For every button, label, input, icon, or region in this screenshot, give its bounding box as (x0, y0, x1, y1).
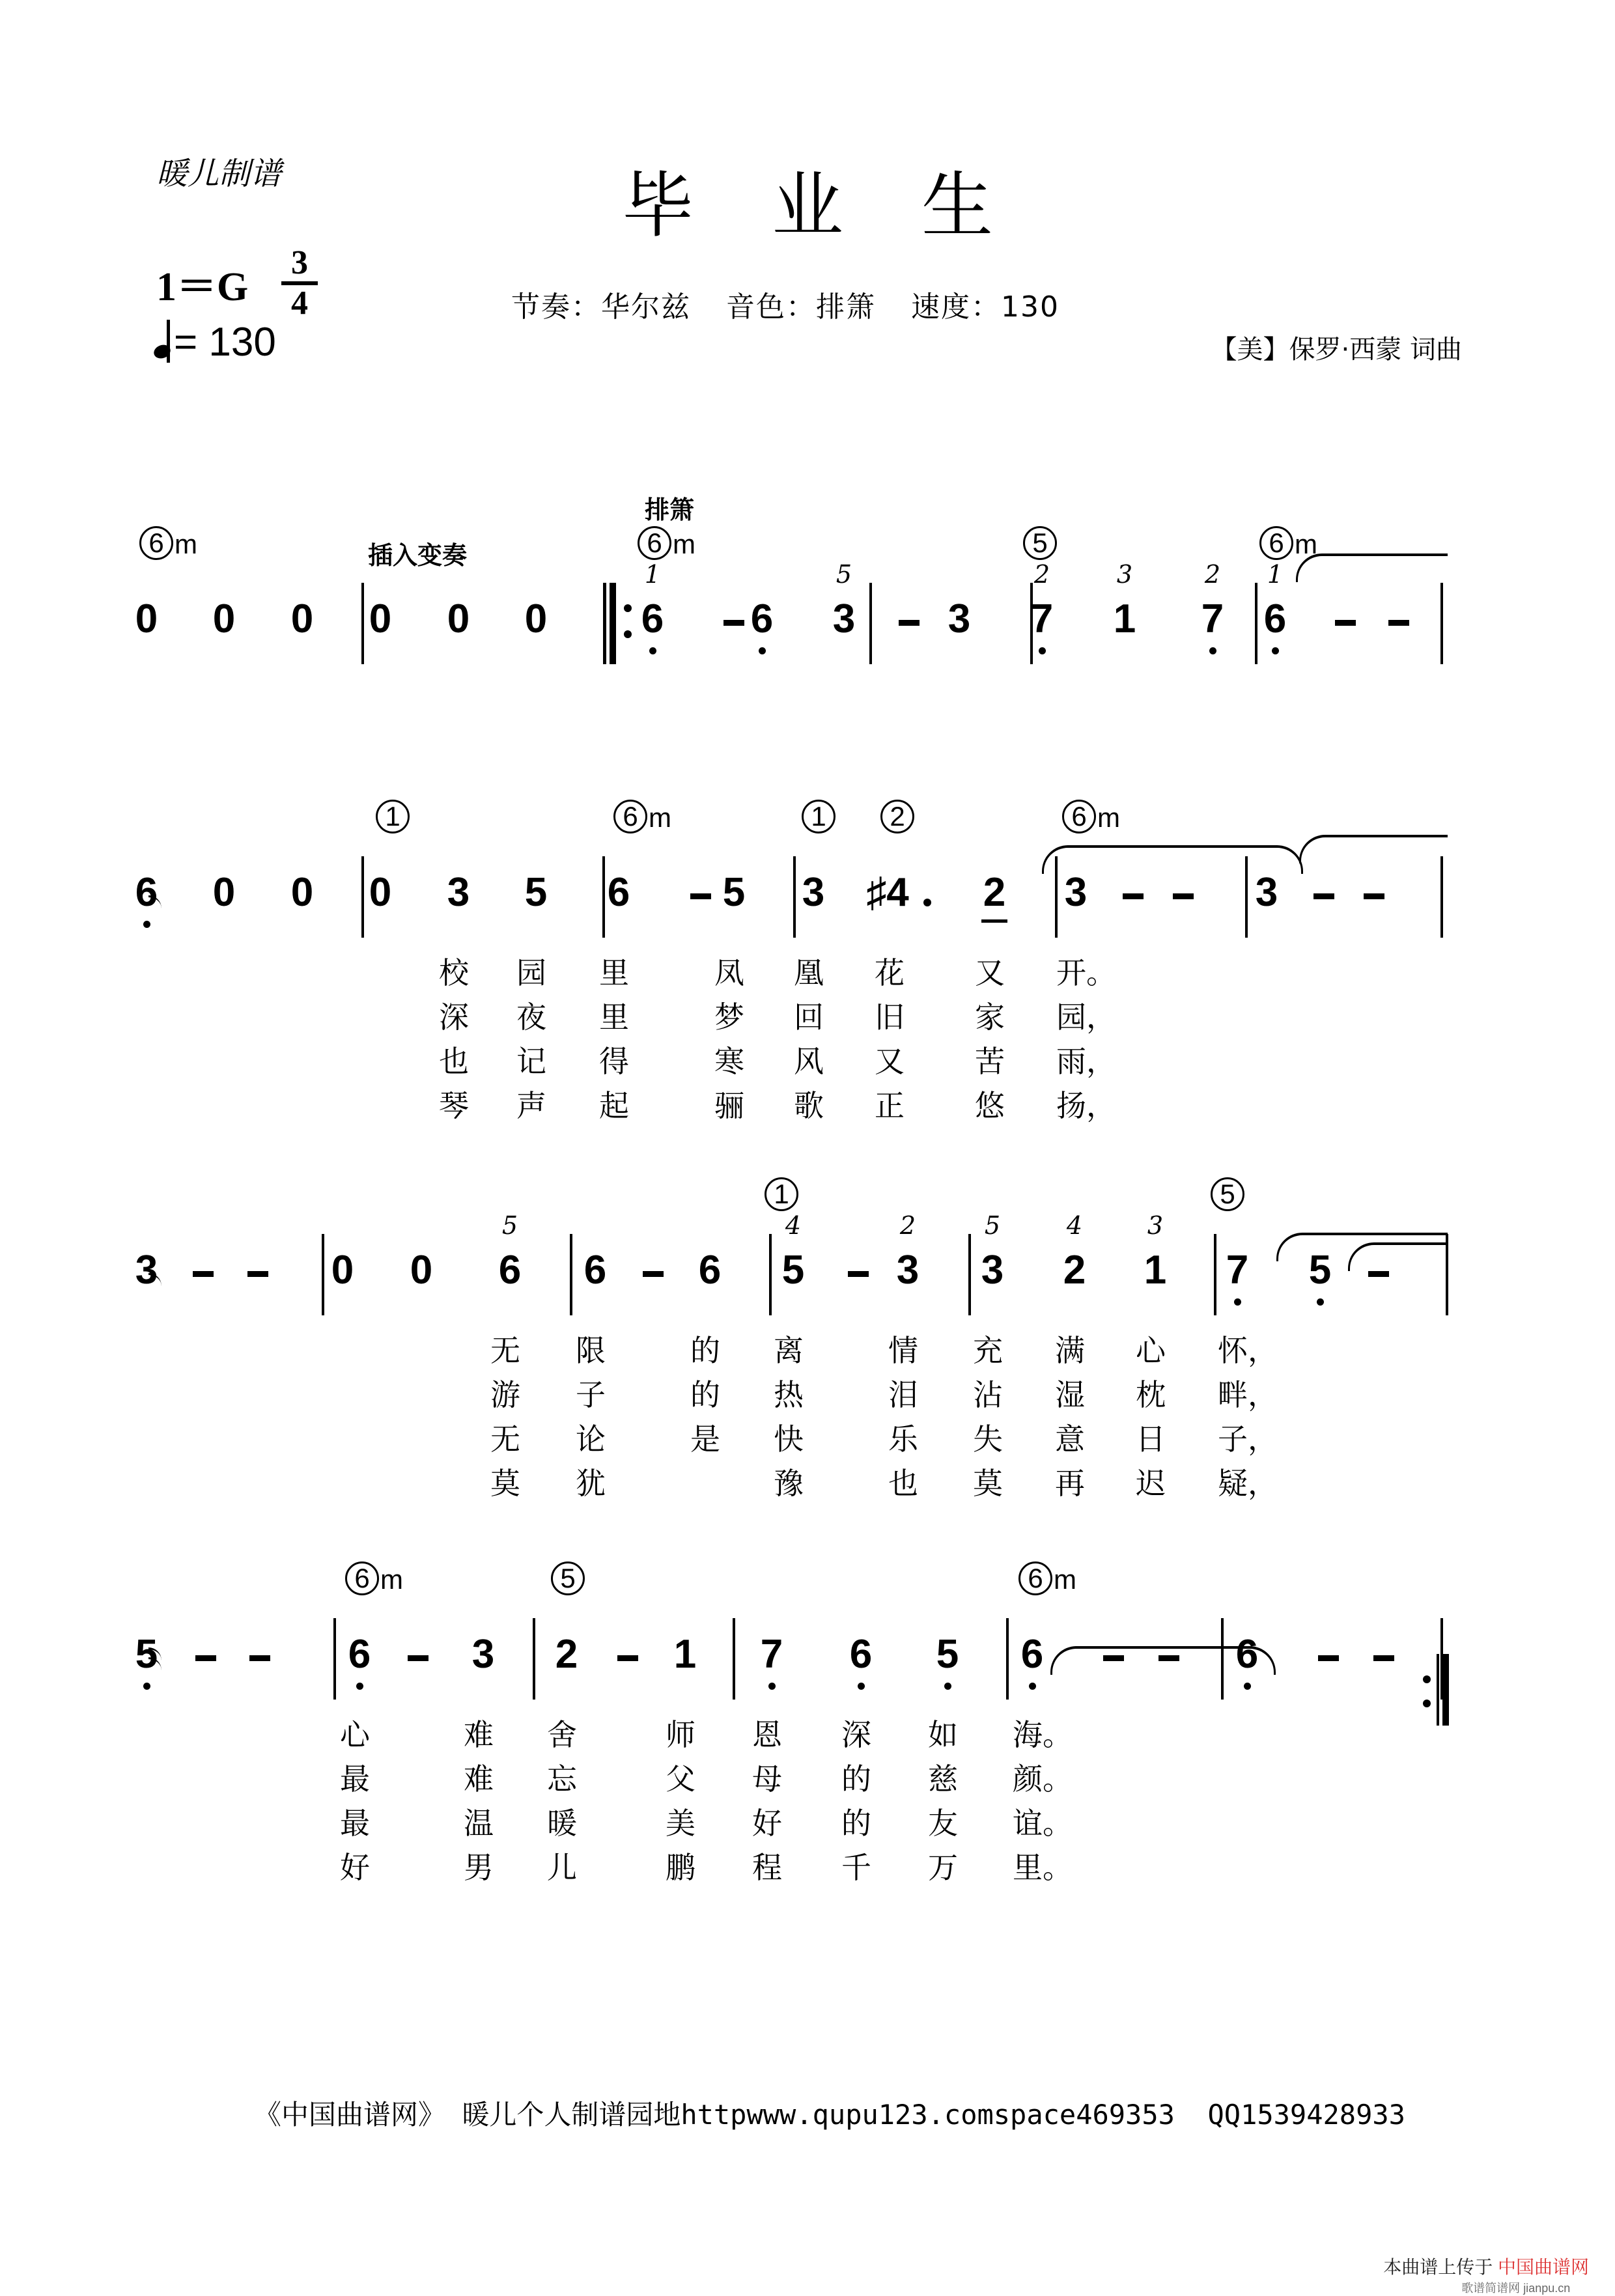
lyric-char: 满 (1055, 1333, 1085, 1368)
lyric-char: 正 (875, 1088, 905, 1123)
footer-garden: 暖儿个人制谱园地 (462, 2099, 681, 2131)
low-octave-dot (1209, 647, 1216, 654)
lyric-char: 家 (975, 1000, 1005, 1035)
dash-extension (408, 1655, 428, 1661)
lyric-char: 凰 (794, 955, 824, 990)
lyric-char: 乐 (888, 1421, 918, 1457)
lyric-char: 校 (439, 955, 469, 990)
low-octave-dot (1317, 1298, 1324, 1306)
jianpu-note: 1 (1144, 1248, 1167, 1293)
jianpu-note: 6 (849, 1632, 873, 1677)
lyric-char: 歌 (794, 1088, 824, 1123)
lyric-char: 回 (794, 1000, 824, 1035)
lyric-char: 游 (490, 1377, 520, 1412)
lyric-char: 舍 (547, 1717, 577, 1752)
lyric-char: 快 (774, 1421, 804, 1457)
jianpu-note: 1 (1113, 596, 1136, 641)
jianpu-note: 5 (781, 1248, 805, 1293)
jianpu-note: 3 (447, 870, 470, 915)
tempo-value: = 130 (174, 320, 276, 365)
chord-symbol (802, 794, 836, 833)
chord-symbol (1211, 1172, 1244, 1211)
jianpu-note: 0 (212, 870, 236, 915)
lyric-char: 夜 (516, 1000, 546, 1035)
watermark (1383, 2253, 1589, 2296)
jianpu-note: 6 (1263, 596, 1287, 641)
dash-extension (249, 1655, 270, 1661)
lyric-char: 里 (599, 955, 629, 990)
jianpu-note: 3 (896, 1248, 920, 1293)
lyric-char: 子， (1218, 1421, 1278, 1457)
repeat-dot (1423, 1700, 1431, 1707)
repeat-dot (1423, 1675, 1431, 1683)
fingering-number: 3 (1116, 560, 1133, 589)
circled-number: 6 (1062, 800, 1096, 833)
barline (1440, 583, 1443, 664)
lyric-char: 的 (690, 1377, 720, 1412)
chord-suffix: m (673, 529, 695, 559)
jianpu-note: 3 (135, 1248, 158, 1293)
jianpu-note: 6 (498, 1248, 522, 1293)
jianpu-note: 0 (135, 596, 158, 641)
jianpu-note: 7 (1030, 596, 1054, 641)
circled-number: 2 (880, 800, 914, 833)
jianpu-note: 2 (555, 1632, 578, 1677)
circled-number: 6 (1259, 526, 1293, 560)
lyric-char: 开。 (1056, 955, 1116, 990)
jianpu-note: 6 (698, 1248, 722, 1293)
repeat-end-thin (1437, 1654, 1439, 1726)
jianpu-note: 0 (524, 596, 548, 641)
jianpu-note: ♯4 (866, 870, 909, 915)
jianpu-note: 7 (760, 1632, 783, 1677)
repeat-end-thick (1442, 1654, 1449, 1726)
low-octave-dot (768, 1683, 776, 1690)
lyric-char: 日 (1136, 1421, 1166, 1457)
circled-number: 6 (1018, 1561, 1052, 1595)
lyric-char: 悠 (975, 1088, 1005, 1123)
lyric-char: 再 (1055, 1466, 1085, 1501)
chord-symbol (376, 794, 410, 833)
jianpu-note: 7 (1201, 596, 1224, 641)
lyric-char: 的 (841, 1761, 871, 1797)
lyric-char: 母 (752, 1761, 782, 1797)
lyric-char: 也 (888, 1466, 918, 1501)
lyric-char: 难 (464, 1761, 494, 1797)
chord-symbol (1018, 1556, 1076, 1595)
fingering-number: 2 (1033, 560, 1050, 589)
lyric-char: 又 (875, 1044, 905, 1079)
lyric-char: 疑， (1218, 1466, 1278, 1501)
key-signature: 1＝G (156, 265, 249, 309)
low-octave-dot (944, 1683, 951, 1690)
chord-suffix: m (380, 1564, 403, 1595)
low-octave-dot (858, 1683, 865, 1690)
dash-extension (195, 1655, 216, 1661)
lyric-char: 最 (340, 1761, 370, 1797)
jianpu-note: 6 (1020, 1632, 1044, 1677)
barline (733, 1618, 735, 1700)
repeat-start-thin (603, 583, 606, 664)
lyric-char: 寒 (714, 1044, 744, 1079)
lyric-char: 湿 (1055, 1377, 1085, 1412)
footer-qq: QQ1539428933 (1207, 2099, 1405, 2131)
speed-info: 速度：130 (911, 290, 1060, 324)
fingering-number: 2 (899, 1211, 916, 1240)
lyric-char: 的 (841, 1806, 871, 1841)
low-octave-dot (759, 647, 766, 654)
jianpu-note: 3 (802, 870, 825, 915)
jianpu-note: 0 (212, 596, 236, 641)
dash-extension (1318, 1655, 1339, 1661)
lyric-char: 声 (516, 1088, 546, 1123)
jianpu-note: 6 (348, 1632, 371, 1677)
lyric-char: 儿 (547, 1850, 577, 1885)
lyric-char: 暖 (547, 1806, 577, 1841)
lyric-char: 万 (928, 1850, 958, 1885)
dash-extension (1335, 620, 1356, 626)
lyric-char: 如 (928, 1717, 958, 1752)
jianpu-note: 5 (135, 1632, 158, 1677)
lyric-char: 父 (666, 1761, 695, 1797)
lyric-char: 千 (841, 1850, 871, 1885)
lyric-char: 花 (875, 955, 905, 990)
jianpu-note: 3 (1255, 870, 1278, 915)
lyric-char: 旧 (875, 1000, 905, 1035)
chord-suffix: m (1054, 1564, 1076, 1595)
jianpu-note: 0 (331, 1248, 354, 1293)
lyric-char: 琴 (439, 1088, 469, 1123)
barline (1006, 1618, 1009, 1700)
lyric-char: 限 (576, 1333, 606, 1368)
jianpu-note: 5 (524, 870, 548, 915)
eighth-underline (981, 919, 1007, 923)
jianpu-note: 3 (948, 596, 971, 641)
jianpu-note: 6 (641, 596, 664, 641)
dash-extension (1173, 893, 1194, 899)
jianpu-note: 3 (1064, 870, 1088, 915)
jianpu-note: 3 (832, 596, 856, 641)
lyric-char: 好 (752, 1806, 782, 1841)
dash-extension (690, 893, 711, 899)
chord-symbol (345, 1556, 403, 1595)
fingering-number: 5 (501, 1211, 518, 1240)
low-octave-dot (356, 1683, 363, 1690)
barline (1440, 856, 1443, 938)
lyric-char: 怀， (1218, 1333, 1278, 1368)
jianpu-note: 7 (1226, 1248, 1249, 1293)
chord-symbol (1259, 521, 1317, 560)
low-octave-dot (143, 921, 150, 928)
dash-extension (617, 1655, 638, 1661)
chord-symbol (765, 1172, 798, 1211)
song-title: 毕业生 (622, 164, 1071, 247)
barline (869, 583, 872, 664)
dash-extension (643, 1271, 664, 1277)
lyric-char: 温 (464, 1806, 494, 1841)
tie-arc (1299, 835, 1448, 863)
lyric-char: 扬， (1056, 1088, 1116, 1123)
timbre-info: 音色：排箫 (726, 290, 876, 324)
lyric-char: 师 (666, 1717, 695, 1752)
low-octave-dot (1029, 1683, 1036, 1690)
watermark-sub: 歌谱简谱网 jianpu.cn (1461, 2282, 1571, 2295)
lyric-char: 梦 (714, 1000, 744, 1035)
lyric-char: 热 (774, 1377, 804, 1412)
chord-symbol (1062, 794, 1120, 833)
dash-extension (193, 1271, 214, 1277)
lyric-char: 深 (439, 1000, 469, 1035)
tempo-marking (154, 319, 276, 365)
chord-suffix: m (1295, 529, 1317, 559)
instrument-label: 排箫 (645, 496, 695, 524)
lyric-char: 情 (888, 1333, 918, 1368)
jianpu-note: 6 (607, 870, 630, 915)
time-denominator: 4 (291, 285, 308, 322)
lyric-char: 的 (690, 1333, 720, 1368)
dash-extension (1123, 893, 1144, 899)
dash-extension (1368, 1271, 1389, 1277)
slur-arc (1042, 845, 1303, 874)
low-octave-dot (143, 1683, 150, 1690)
lyric-char: 莫 (973, 1466, 1003, 1501)
chord-symbol (551, 1556, 585, 1595)
fingering-number: 5 (836, 560, 852, 589)
circled-number: 6 (613, 800, 647, 833)
lyric-char: 园 (516, 955, 546, 990)
dash-extension (899, 620, 920, 626)
low-octave-dot (1039, 647, 1046, 654)
lyric-char: 里 (599, 1000, 629, 1035)
low-octave-dot (1244, 1683, 1251, 1690)
lyric-char: 慈 (928, 1761, 958, 1797)
jianpu-note: 5 (936, 1632, 959, 1677)
circled-number: 5 (551, 1561, 585, 1595)
lyric-char: 心 (1136, 1333, 1166, 1368)
low-octave-dot (1234, 1298, 1241, 1306)
circled-number: 5 (1023, 526, 1057, 560)
lyric-char: 鹏 (666, 1850, 695, 1885)
chord-symbol (613, 794, 671, 833)
jianpu-note: 2 (983, 870, 1006, 915)
dash-extension (1373, 1655, 1394, 1661)
lyric-char: 充 (973, 1333, 1003, 1368)
circled-number: 1 (765, 1177, 798, 1211)
composer-credit: 【美】保罗·西蒙 词曲 (1211, 335, 1462, 365)
lyric-char: 风 (794, 1044, 824, 1079)
jianpu-note: 0 (410, 1248, 433, 1293)
lyric-char: 子 (576, 1377, 606, 1412)
fingering-number: 3 (1147, 1211, 1164, 1240)
footer-url[interactable]: httpwww.qupu123.comspace469353 (681, 2099, 1175, 2131)
watermark-upload: 本曲谱上传于 (1383, 2257, 1493, 2277)
circled-number: 6 (345, 1561, 379, 1595)
jianpu-note: 0 (290, 870, 314, 915)
time-numerator: 3 (291, 244, 308, 281)
tie-arc (1296, 553, 1448, 582)
lyric-char: 恩 (752, 1717, 782, 1752)
lyric-char: 意 (1055, 1421, 1085, 1457)
lyric-char: 也 (439, 1044, 469, 1079)
chord-symbol (139, 521, 197, 560)
jianpu-note: 5 (1308, 1248, 1332, 1293)
lyric-char: 苦 (975, 1044, 1005, 1079)
jianpu-note: 6 (583, 1248, 607, 1293)
lyric-char: 里。 (1013, 1850, 1073, 1885)
lyric-char: 泪 (888, 1377, 918, 1412)
quarter-note-stem (167, 320, 170, 363)
lyric-char: 记 (516, 1044, 546, 1079)
fingering-number: 4 (1066, 1211, 1083, 1240)
lyric-char: 深 (841, 1717, 871, 1752)
lyric-char: 骊 (714, 1088, 744, 1123)
circled-number: 6 (638, 526, 671, 560)
watermark-brand: 中国曲谱网 (1497, 2257, 1589, 2277)
chord-suffix: m (649, 802, 671, 833)
lyric-char: 又 (975, 955, 1005, 990)
fingering-number: 2 (1204, 560, 1221, 589)
lyric-char: 无 (490, 1421, 520, 1457)
lyric-char: 是 (690, 1421, 720, 1457)
barline (533, 1618, 535, 1700)
lyric-char: 园， (1056, 1000, 1116, 1035)
lyric-char: 男 (464, 1850, 494, 1885)
repeat-dot (624, 630, 632, 638)
dash-extension (247, 1271, 268, 1277)
fingering-number: 1 (1267, 560, 1284, 589)
jianpu-note: 0 (369, 870, 392, 915)
lyric-char: 豫 (774, 1466, 804, 1501)
lyric-char: 雨， (1056, 1044, 1116, 1079)
barline (1214, 1234, 1216, 1315)
lyric-char: 沾 (973, 1377, 1003, 1412)
jianpu-note: 3 (471, 1632, 495, 1677)
lyric-char: 无 (490, 1333, 520, 1368)
barline (570, 1234, 572, 1315)
jianpu-note: 1 (673, 1632, 697, 1677)
lyric-char: 失 (973, 1421, 1003, 1457)
jianpu-note: 0 (447, 596, 470, 641)
arranger-credit: 暖儿制谱 (156, 156, 282, 192)
lyric-char: 得 (599, 1044, 629, 1079)
fingering-number: 4 (785, 1211, 802, 1240)
barline (769, 1234, 772, 1315)
fingering-number: 5 (984, 1211, 1001, 1240)
repeat-start-thick (610, 583, 616, 664)
augmentation-dot (923, 899, 931, 906)
dash-extension (1364, 893, 1384, 899)
chord-symbol (638, 521, 695, 560)
tie-arc (1348, 1242, 1448, 1271)
interlude-label: 插入变奏 (368, 541, 468, 570)
lyric-char: 海。 (1013, 1717, 1073, 1752)
chord-suffix: m (175, 529, 197, 559)
jianpu-note: 0 (369, 596, 392, 641)
lyric-char: 难 (464, 1717, 494, 1752)
lyric-char: 离 (774, 1333, 804, 1368)
circled-number: 6 (139, 526, 173, 560)
lyric-char: 凤 (714, 955, 744, 990)
circled-number: 1 (802, 800, 836, 833)
lyric-char: 迟 (1136, 1466, 1166, 1501)
lyric-char: 忘 (547, 1761, 577, 1797)
jianpu-note: 6 (135, 870, 158, 915)
lyric-char: 莫 (490, 1466, 520, 1501)
jianpu-note: 2 (1063, 1248, 1086, 1293)
repeat-dot (624, 604, 632, 612)
low-octave-dot (649, 647, 656, 654)
rhythm-info: 节奏：华尔兹 (511, 290, 691, 324)
barline (968, 1234, 971, 1315)
lyric-char: 美 (666, 1806, 695, 1841)
lyric-char: 心 (340, 1717, 370, 1752)
lyric-char: 程 (752, 1850, 782, 1885)
dash-extension (848, 1271, 869, 1277)
time-signature (281, 246, 318, 320)
chord-symbol (1023, 521, 1057, 560)
low-octave-dot (1272, 647, 1279, 654)
lyric-char: 好 (340, 1850, 370, 1885)
lyric-char: 畔， (1218, 1377, 1278, 1412)
lyric-char: 最 (340, 1806, 370, 1841)
dash-extension (1388, 620, 1409, 626)
performance-meta (511, 283, 1084, 325)
lyric-char: 友 (928, 1806, 958, 1841)
slur-arc (1050, 1646, 1276, 1675)
dash-extension (723, 620, 744, 626)
jianpu-note: 6 (750, 596, 774, 641)
chord-suffix: m (1097, 802, 1120, 833)
lyric-char: 颜。 (1013, 1761, 1073, 1797)
lyric-char: 谊。 (1013, 1806, 1073, 1841)
lyric-char: 起 (599, 1088, 629, 1123)
barline (333, 1618, 336, 1700)
footer-site: 《中国曲谱网》 (254, 2099, 446, 2131)
footer-credits (254, 2093, 1405, 2133)
fingering-number: 1 (644, 560, 661, 589)
jianpu-note: 0 (290, 596, 314, 641)
jianpu-note: 3 (981, 1248, 1004, 1293)
circled-number: 5 (1211, 1177, 1244, 1211)
jianpu-note: 6 (1235, 1632, 1259, 1677)
lyric-char: 犹 (576, 1466, 606, 1501)
lyric-char: 枕 (1136, 1377, 1166, 1412)
chord-symbol (880, 794, 914, 833)
lyric-char: 论 (576, 1421, 606, 1457)
circled-number: 1 (376, 800, 410, 833)
dash-extension (1313, 893, 1334, 899)
jianpu-note: 5 (722, 870, 746, 915)
